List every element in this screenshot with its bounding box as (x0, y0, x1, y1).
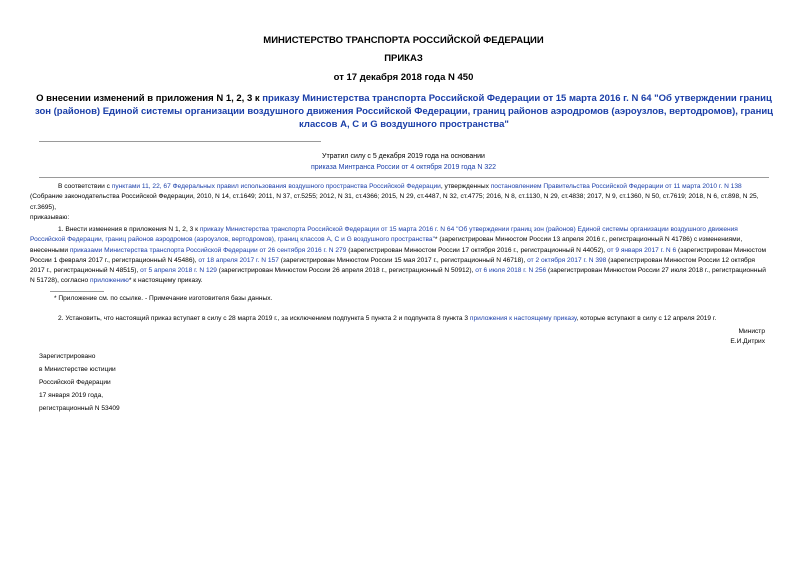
title-prefix: О внесении изменений в приложения N 1, 2, 3 к (36, 93, 263, 104)
item-2: 2. Установить, что настоящий приказ вступает в силу с 28 марта 2019 г., за исключением подпункта 5 пункта 2 и подпункта 8 пункта 3 приложения к настоящему приказу, которые вступают в силу с 12 апреля 2019 г. (58, 315, 717, 322)
order-398-link[interactable]: от 2 октября 2017 г. N 398 (527, 256, 607, 264)
item-1: 1. Внести изменения в приложения N 1, 2, 3 к приказу Министерства транспорта Российской Федерации от 15 марта 2016 г. N 64 "Об утверждении границ зон (районов) Единой системы организации воздушного движения Российской Федерации, границ районов аэродромов (аэроузлов, вертодромов), границ классов А, С и G воздушного пространства"* (зарегистрирован Минюстом России 13 апреля 2016 г., регистрационный N 41786) с изменениями, внесенными приказами Министерства транспорта Российской Федерации от 26 сентября 2016 г. N 279 (зарегистрирован Минюстом России 17 октября 2016 г., регистрационный N 44052), от 9 января 2017 г. N 6 (зарегистрирован Минюстом России 1 февраля 2017 г., регистрационный N 45486), от 18 апреля 2017 г. N 157 (зарегистрирован Минюстом России 15 мая 2017 г., регистрационный N 46718), от 2 октября 2017 г. N 398 (зарегистрирован Минюстом России 12 октября 2017 г., регистрационный N 48515), от 5 апреля 2018 г. N 129 (зарегистрирован Минюстом России 26 апреля 2018 г., регистрационный N 50912), от 6 июля 2018 г. N 256 (зарегистрирован Минюстом России 27 июля 2018 г., регистрационный N 51728), согласно приложению* к настоящему приказу. (30, 226, 767, 285)
government-decree-link[interactable]: постановлением Правительства Российской Федерации от 11 марта 2010 г. N 138 (490, 183, 742, 190)
preamble-paragraph: В соответствии с пунктами 11, 22, 67 Федеральных правил использования воздушного пространства Российской Федерации, утвержденных постановлением Правительства Российской Федерации от 11 марта 2010 г. N 138 (Собрание законодательства Российской Федерации, 2010, N 14, ст.1649; 2011, N 37, ст.5255; 2012, N 31, ст.4366; 2015, N 29, ст.4487, N 32, ст.4775; 2016, N 8, ст.1130, N 29, ст.4838; 2017, N 9, ст.1360, N 50, ст.7619; 2018, N 6, ст.898, N 25, ст.3695), (30, 183, 759, 211)
registration-line: 17 января 2019 года, (39, 392, 104, 399)
registration-line: Зарегистрировано (39, 353, 96, 360)
footnote: * Приложение см. по ссылке. - Примечание изготовителя базы данных. (54, 295, 273, 302)
lost-force-text: Утратил силу с 5 декабря 2019 года на основании (322, 153, 485, 160)
date-number-heading: от 17 декабря 2018 года N 450 (333, 72, 474, 83)
order-279-link[interactable]: приказами Министерства транспорта Российской Федерации от 26 сентября 2016 г. N 279 (69, 246, 347, 254)
document-title (30, 92, 778, 131)
appendix-link[interactable]: приложению (90, 277, 129, 285)
footnote-divider (50, 291, 104, 292)
registration-block (39, 350, 120, 415)
doc-type-heading: ПРИКАЗ (384, 53, 423, 64)
title-link[interactable]: приказу Министерства транспорта Российской Федерации от 15 марта 2016 г. N 64 "Об утверждении границ зон (районов) Единой системы организации воздушного движения Российской Федерации, границ районов аэродромов (аэроузлов, вертодромов), границ классов А, С и G воздушного пространства" (34, 93, 774, 130)
registration-line: регистрационный N 53409 (39, 405, 120, 412)
registration-line: в Министерстве юстиции (39, 366, 116, 373)
order-word: приказываю: (30, 213, 70, 221)
signature-block (730, 327, 765, 347)
ministry-heading: МИНИСТЕРСТВО ТРАНСПОРТА РОССИЙСКОЙ ФЕДЕРАЦИИ (263, 35, 544, 46)
preamble (30, 182, 770, 223)
lost-force-link[interactable]: приказа Минтранса России от 4 октября 2019 года N 322 (310, 164, 497, 171)
divider-middle (39, 177, 769, 178)
appendix-effective-link[interactable]: приложения к настоящему приказу (469, 315, 577, 322)
divider-top (39, 141, 321, 142)
order-6-link[interactable]: от 9 января 2017 г. N 6 (606, 246, 677, 254)
order-64-link[interactable]: приказу Министерства транспорта Российской Федерации от 15 марта 2016 г. N 64 "Об утверждении границ зон (районов) Единой системы организации воздушного движения Российской Федерации, границ районов аэродромов (аэроузлов, вертодромов), границ классов А, С и G воздушного пространства" (30, 226, 738, 244)
order-157-link[interactable]: от 18 апреля 2017 г. N 157 (198, 256, 279, 264)
order-256-link[interactable]: от 6 июля 2018 г. N 256 (475, 267, 547, 275)
registration-line: Российской Федерации (39, 379, 111, 386)
signer-role: Министр (738, 328, 765, 335)
lost-force-note (0, 151, 807, 173)
signer-name: Е.И.Дитрих (730, 338, 765, 345)
rules-link[interactable]: пунктами 11, 22, 67 Федеральных правил использования воздушного пространства Российской Федерации (111, 183, 441, 190)
order-129-link[interactable]: от 5 апреля 2018 г. N 129 (140, 267, 217, 275)
